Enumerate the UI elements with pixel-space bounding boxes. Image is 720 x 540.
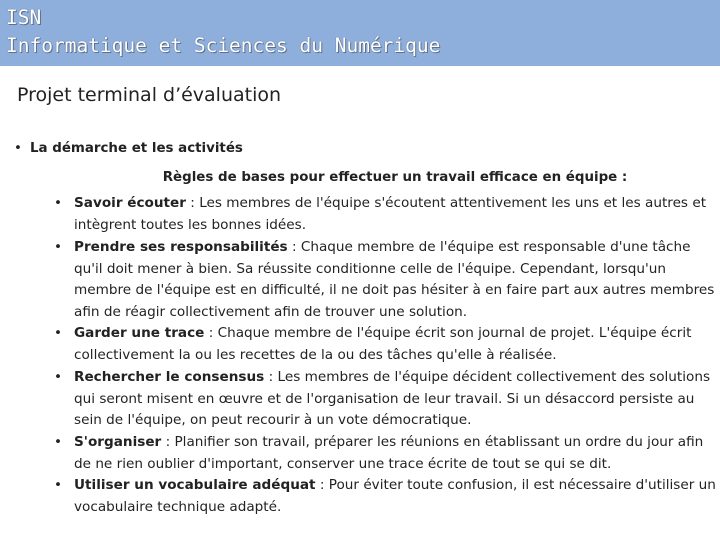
course-acronym: ISN bbox=[6, 6, 42, 29]
rule-bullet: • bbox=[54, 239, 63, 255]
rule-term: S'organiser bbox=[74, 434, 162, 450]
rule-item bbox=[54, 323, 718, 366]
rule-text: : Les membres de l'équipe s'écoutent attentivement les uns et les autres et intègrent toutes les bonnes idées. bbox=[74, 195, 707, 233]
rule-item bbox=[54, 237, 718, 324]
rule-bullet: • bbox=[54, 195, 63, 211]
section-bullet: • bbox=[14, 141, 22, 156]
course-full-title: Informatique et Sciences du Numérique bbox=[6, 34, 441, 57]
rules-title: Règles de bases pour effectuer un travail efficace en équipe : bbox=[162, 170, 628, 185]
rule-term: Utiliser un vocabulaire adéquat bbox=[74, 477, 316, 493]
title-banner bbox=[0, 0, 720, 66]
rule-bullet: • bbox=[54, 325, 63, 341]
rule-term: Prendre ses responsabilités bbox=[74, 239, 288, 255]
rule-term: Rechercher le consensus bbox=[74, 369, 265, 385]
rule-text: : Chaque membre de l'équipe est responsable d'une tâche qu'il doit mener à bien. Sa réussite conditionne celle de l'équipe. Cependant, lorsqu'un membre de l'équipe est en difficulté, il ne doit pas hésiter à en faire part aux autres membres afin de réagir collectivement afin de trouver une solution. bbox=[74, 239, 715, 321]
rule-text: : Planifier son travail, préparer les réunions en établissant un ordre du jour afin de ne rien oublier d'important, conserver une trace écrite de tout se qui se dit. bbox=[74, 434, 704, 472]
rule-bullet: • bbox=[54, 477, 63, 493]
rule-item bbox=[54, 367, 718, 432]
rule-text: : Pour éviter toute confusion, il est nécessaire d'utiliser un vocabulaire technique adapté. bbox=[74, 477, 716, 515]
rule-item bbox=[54, 432, 718, 475]
rule-text: : Les membres de l'équipe décident collectivement des solutions qui seront misent en œuvre et de l'organisation de leur travail. Si un désaccord persiste au sein de l'équipe, on peut recourir à un vote démocratique. bbox=[74, 369, 711, 429]
section-label: La démarche et les activités bbox=[30, 141, 243, 156]
rule-item bbox=[54, 475, 718, 518]
page-subtitle: Projet terminal d’évaluation bbox=[17, 84, 282, 106]
rule-item bbox=[54, 193, 718, 236]
rule-bullet: • bbox=[54, 434, 63, 450]
rule-term: Garder une trace bbox=[74, 325, 205, 341]
rule-bullet: • bbox=[54, 369, 63, 385]
section-heading bbox=[14, 141, 243, 156]
rule-text: : Chaque membre de l'équipe écrit son journal de projet. L'équipe écrit collectivement la ou les recettes de la ou des tâches qu'elle à réalisée. bbox=[74, 325, 692, 363]
rule-term: Savoir écouter bbox=[74, 195, 186, 211]
